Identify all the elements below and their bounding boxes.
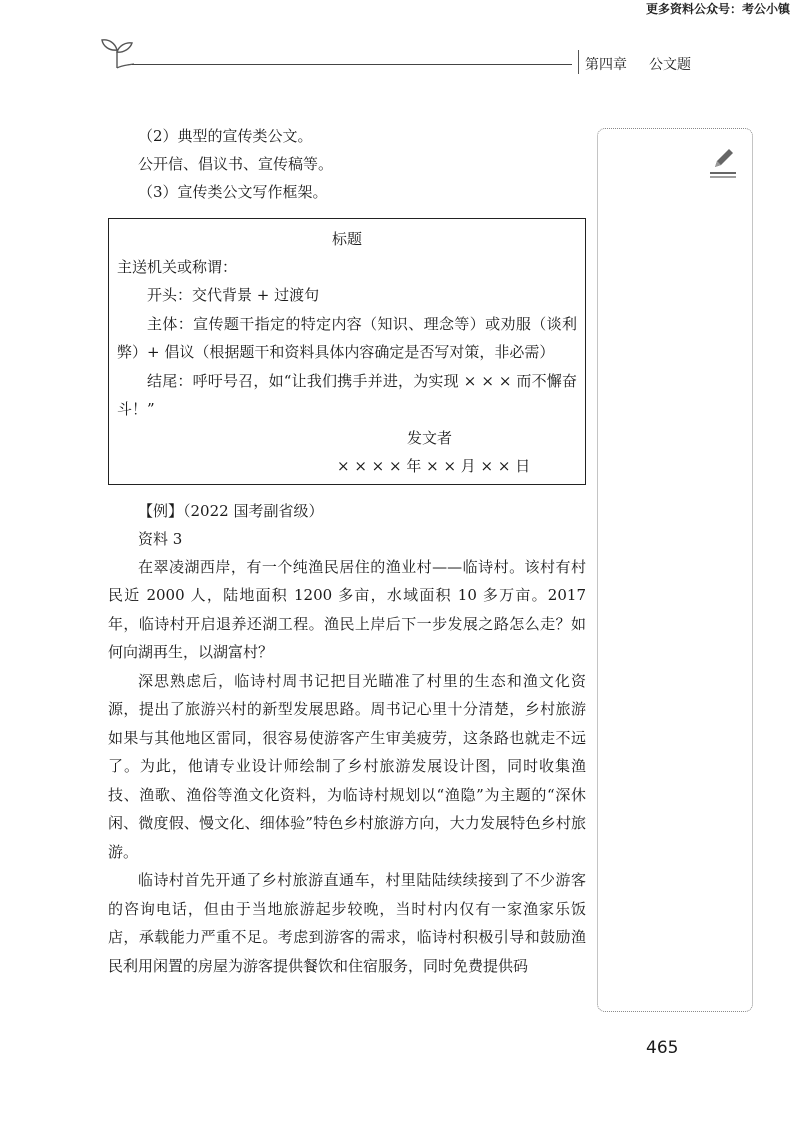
item-2-heading: （2）典型的宣传类公文。	[138, 127, 313, 145]
frame-ending: 结尾：呼吁号召，如“让我们携手并进，为实现 × × × 而不懈奋斗！”	[117, 371, 577, 418]
main-content	[108, 122, 586, 980]
chapter-label: 第四章	[585, 57, 627, 73]
frame-opening: 开头：交代背景 + 过渡句	[147, 286, 320, 304]
sprout-icon	[100, 37, 134, 69]
pencil-icon	[708, 145, 738, 179]
paragraph-2: 深思熟虑后，临诗村周书记把目光瞄准了村里的生态和渔文化资源，提出了旅游兴村的新型发展思路。周书记心里十分清楚，乡村旅游如果与其他地区雷同，很容易使游客产生审美疲劳，这条路也就走不远了。为此，他请专业设计师绘制了乡村旅游发展设计图，同时收集渔技、渔歌、渔俗等渔文化资料，为临诗村规划以“渔隐”为主题的“深休闲、微度假、慢文化、细体验”特色乡村旅游方向，大力发展特色乡村旅游。	[108, 671, 586, 861]
paragraph-3: 临诗村首先开通了乡村旅游直通车，村里陆陆续续接到了不少游客的咨询电话，但由于当地旅游起步较晚，当时村内仅有一家渔家乐饭店，承载能力严重不足。考虑到游客的需求，临诗村积极引导和鼓励渔民利用闲置的房屋为游客提供餐饮和住宿服务，同时免费提供码	[108, 871, 586, 975]
example-label: 【例】（2022 国考副省级）	[138, 501, 324, 520]
paragraph-1: 在翠凌湖西岸，有一个纯渔民居住的渔业村——临诗村。该村有村民近 2000 人，陆地面积 1200 多亩，水域面积 10 多万亩。2017 年，临诗村开启退养还湖工程。渔民上岸后下一步发展之路怎么走？如何向湖再生，以湖富村？	[108, 557, 586, 661]
frame-addressee: 主送机关或称谓：	[117, 258, 238, 276]
watermark: 更多资料公众号：考公小镇	[645, 2, 790, 16]
frame-issuer: 发文者	[407, 428, 453, 447]
frame-date: × × × × 年 × × 月 × × 日	[337, 456, 531, 475]
running-header	[585, 54, 691, 74]
notes-box	[597, 128, 753, 1012]
material-label: 资料 3	[138, 529, 183, 548]
header-divider	[578, 50, 579, 74]
frame-title: 标题	[331, 230, 362, 248]
item-3-heading: （3）宣传类公文写作框架。	[138, 183, 328, 201]
header-rule	[132, 64, 572, 65]
item-2-text: 公开信、倡议书、宣传稿等。	[138, 155, 334, 173]
page-number: 465	[646, 1038, 679, 1058]
section-label: 公文题	[649, 57, 691, 73]
writing-framework-box	[108, 218, 586, 485]
frame-main: 主体：宣传题干指定的特定内容（知识、理念等）或劝服（谈利弊）+ 倡议（根据题干和资料具体内容确定是否写对策，非必需）	[117, 314, 577, 361]
